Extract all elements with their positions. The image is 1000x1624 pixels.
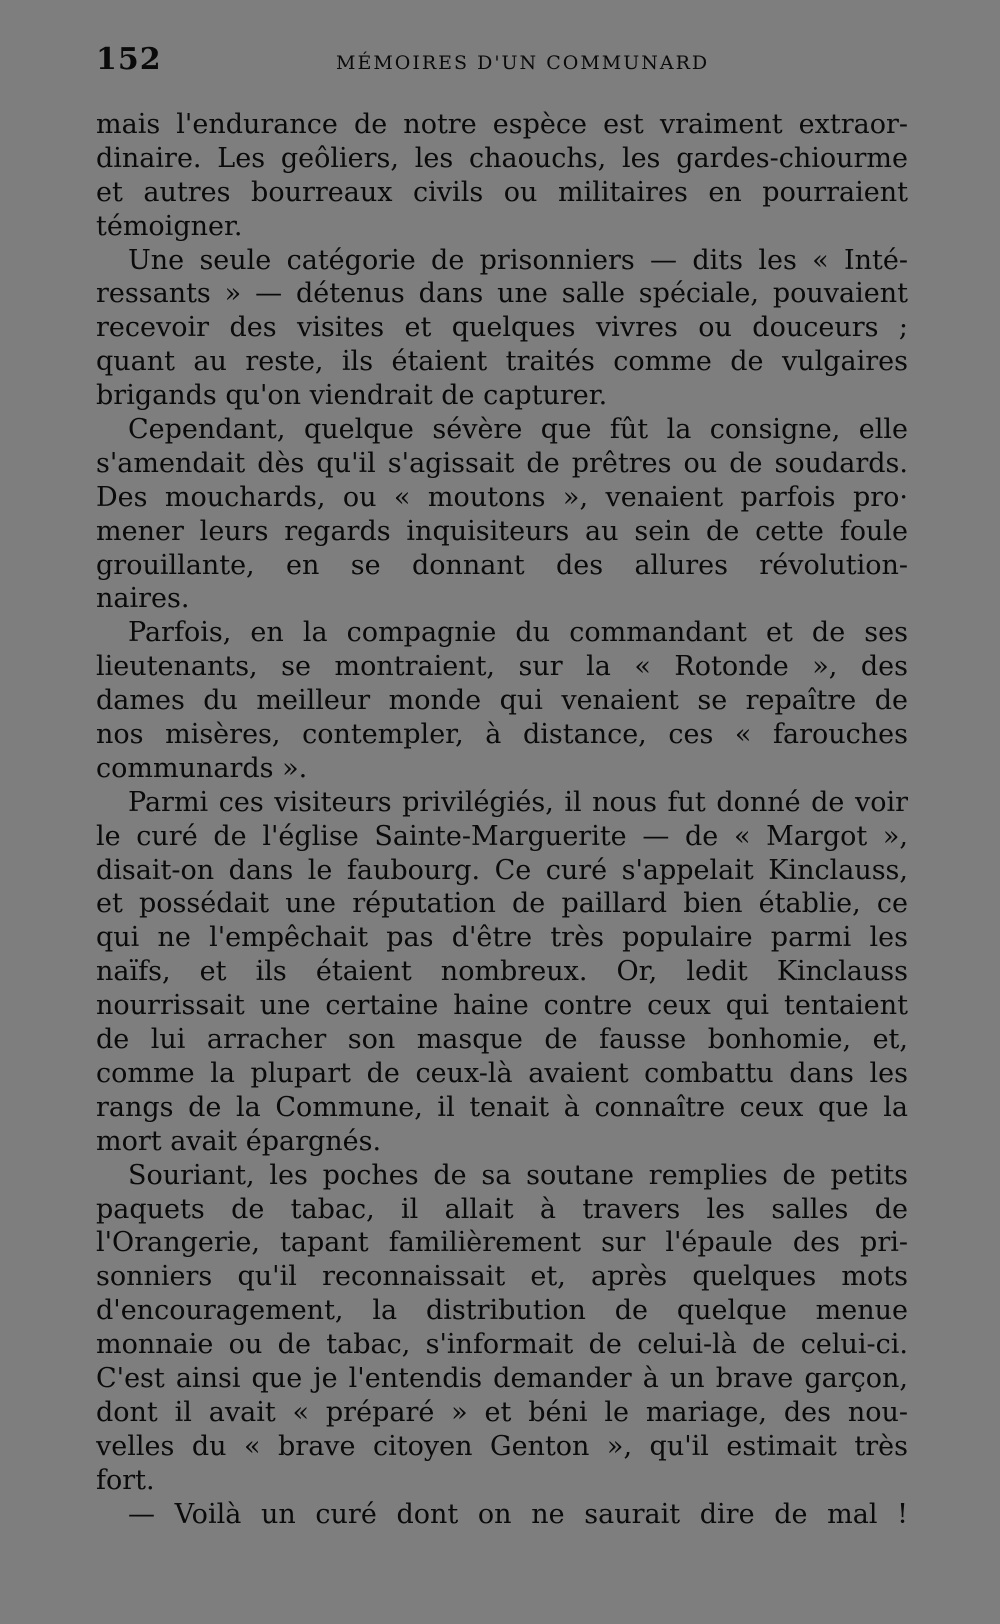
text-line: témoigner. — [96, 210, 243, 242]
text-line: l'Orangerie, tapant familièrement sur l'épaule des pri- — [96, 1227, 908, 1259]
text-line: mort avait épargnés. — [96, 1125, 382, 1157]
text-line: communards ». — [96, 752, 308, 784]
text-line: Une seule catégorie de prisonniers — dits les « Inté- — [128, 244, 908, 276]
text-line: rangs de la Commune, il tenait à connaître ceux que la — [96, 1091, 908, 1123]
text-line: de lui arracher son masque de fausse bonhomie, et, — [96, 1024, 908, 1056]
text-line: monnaie ou de tabac, s'informait de celui-là de celui-ci. — [96, 1329, 908, 1361]
text-line: dinaire. Les geôliers, les chaouchs, les gardes-chiourme — [96, 142, 908, 174]
text-line: recevoir des visites et quelques vivres ou douceurs ; — [96, 312, 908, 344]
text-line: comme la plupart de ceux-là avaient combattu dans les — [96, 1057, 908, 1089]
text-line: velles du « brave citoyen Genton », qu'il estimait très — [96, 1430, 908, 1462]
text-line: naïfs, et ils étaient nombreux. Or, ledit Kinclauss — [96, 956, 908, 988]
text-line: dont il avait « préparé » et béni le mariage, des nou- — [96, 1396, 908, 1428]
text-line: nos misères, contempler, à distance, ces « farouches — [96, 719, 908, 751]
text-line: ressants » — détenus dans une salle spéciale, pouvaient — [96, 278, 908, 310]
text-line: grouillante, en se donnant des allures révolution- — [96, 549, 908, 581]
text-line: le curé de l'église Sainte-Marguerite — de « Margot », — [96, 820, 908, 852]
text-line: mener leurs regards inquisiteurs au sein de cette foule — [96, 515, 908, 547]
text-line: qui ne l'empêchait pas d'être très populaire parmi les — [96, 922, 908, 954]
text-line: nourrissait une certaine haine contre ceux qui tentaient — [96, 990, 908, 1022]
page-number: 152 — [96, 42, 162, 77]
text-line: lieutenants, se montraient, sur la « Rotonde », des — [96, 651, 908, 683]
text-line: quant au reste, ils étaient traités comme de vulgaires — [96, 346, 908, 378]
text-line: Des mouchards, ou « moutons », venaient parfois pro· — [96, 481, 908, 513]
text-line: C'est ainsi que je l'entendis demander à un brave garçon, — [96, 1362, 908, 1394]
running-title: MÉMOIRES D'UN COMMUNARD — [336, 52, 710, 74]
text-line: Parfois, en la compagnie du commandant et de ses — [128, 617, 908, 649]
text-line: Souriant, les poches de sa soutane remplies de petits — [128, 1159, 908, 1191]
text-line: brigands qu'on viendrait de capturer. — [96, 380, 608, 412]
text-line: sonniers qu'il reconnaissait et, après quelques mots — [96, 1261, 908, 1293]
text-line: dames du meilleur monde qui venaient se repaître de — [96, 685, 908, 717]
text-line: et autres bourreaux civils ou militaires en pourraient — [96, 176, 908, 208]
running-head — [96, 42, 906, 82]
text-line: Cependant, quelque sévère que fût la consigne, elle — [128, 414, 908, 446]
body-text — [96, 108, 908, 1531]
text-line: fort. — [96, 1464, 155, 1496]
text-line: paquets de tabac, il allait à travers les salles de — [96, 1193, 908, 1225]
text-line: d'encouragement, la distribution de quelque menue — [96, 1295, 908, 1327]
text-line: — Voilà un curé dont on ne saurait dire de mal ! — [128, 1498, 908, 1530]
text-line: et possédait une réputation de paillard bien établie, ce — [96, 888, 908, 920]
text-line: mais l'endurance de notre espèce est vraiment extraor- — [96, 109, 908, 140]
text-line: disait-on dans le faubourg. Ce curé s'appelait Kinclauss, — [96, 854, 908, 886]
text-line: Parmi ces visiteurs privilégiés, il nous fut donné de voir — [128, 786, 908, 818]
text-line: s'amendait dès qu'il s'agissait de prêtres ou de soudards. — [96, 447, 908, 479]
text-line: naires. — [96, 583, 190, 615]
